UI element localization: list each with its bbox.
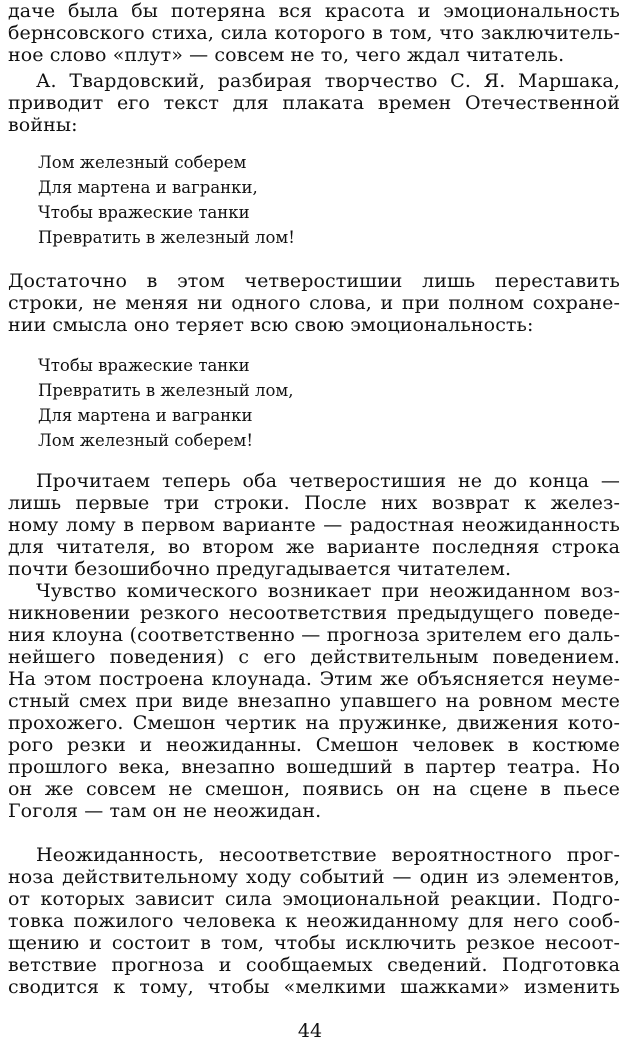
text-line: Неожиданность, несоответствие вероятностного прог- [36, 844, 620, 866]
page-number: 44 [297, 1020, 323, 1042]
poem-line: Чтобы вражеские танки [38, 356, 250, 375]
text-line: товка пожилого человека к неожиданному для него сооб- [8, 910, 620, 932]
text-line: прошлого века, внезапно вошедший в партер театра. Но [8, 756, 620, 778]
text-line: А. Твардовский, разбирая творчество С. Я. Маршака, [36, 70, 620, 92]
text-line: от которых зависит сила эмоциональной реакции. Подго- [8, 888, 620, 910]
text-line: Гоголя — там он не неожидан. [8, 800, 322, 822]
text-line: щению и состоит в том, чтобы исключить резкое несоот- [8, 932, 620, 954]
paragraph-2 [8, 70, 620, 136]
text-line: даче была бы потеряна вся красота и эмоциональность [8, 0, 620, 22]
poem-quote-2 [38, 353, 458, 453]
text-line: Прочитаем теперь оба четверостишия не до конца — [36, 470, 620, 492]
text-line: ному лому в первом варианте — радостная неожиданность [8, 514, 620, 536]
text-line: никновении резкого несоответствия предыдущего поведе- [8, 602, 620, 624]
poem-line: Превратить в железный лом! [38, 228, 295, 247]
text-line: Достаточно в этом четверостишии лишь переставить [8, 270, 620, 292]
poem-quote-1 [38, 150, 458, 250]
text-line: прохожего. Смешон чертик на пружинке, движения кото- [8, 712, 620, 734]
poem-line: Превратить в железный лом, [38, 381, 294, 400]
text-line: сводится к тому, чтобы «мелкими шажками» изменить [8, 976, 620, 998]
text-line: На этом построена клоунада. Этим же объясняется неуме- [8, 668, 620, 690]
text-line: приводит его текст для плаката времен Отечественной [8, 92, 620, 114]
poem-line: Лом железный соберем! [38, 431, 254, 450]
poem-line: Лом железный соберем [38, 153, 247, 172]
poem-line: Для мартена и вагранки, [38, 178, 258, 197]
paragraph-5 [8, 580, 620, 822]
text-line: нии смысла оно теряет всю свою эмоциональность: [8, 314, 534, 336]
text-line: стный смех при виде внезапно упавшего на ровном месте [8, 690, 620, 712]
text-line: для читателя, во втором же варианте последняя строка [8, 536, 620, 558]
text-line: войны: [8, 114, 78, 136]
text-line: ния клоуна (соответственно — прогноза зрителем его даль- [8, 624, 620, 646]
text-line: бернсовского стиха, сила которого в том, что заключитель- [8, 22, 620, 44]
text-line: ное слово «плут» — совсем не то, чего ждал читатель. [8, 44, 565, 66]
text-line: строки, не меняя ни одного слова, и при полном сохране- [8, 292, 620, 314]
poem-line: Для мартена и вагранки [38, 406, 253, 425]
paragraph-3 [8, 270, 620, 336]
text-line: рого резки и неожиданны. Смешон человек в костюме [8, 734, 620, 756]
text-line: нейшего поведения) с его действительным поведением. [8, 646, 620, 668]
text-line: лишь первые три строки. После них возврат к желез- [8, 492, 620, 514]
poem-line: Чтобы вражеские танки [38, 203, 250, 222]
text-line: Чувство комического возникает при неожиданном воз- [36, 580, 620, 602]
paragraph-1 [8, 0, 620, 66]
paragraph-6 [8, 844, 620, 998]
text-line: почти безошибочно предугадывается читателем. [8, 558, 512, 580]
text-line: ноза действительному ходу событий — один из элементов, [8, 866, 620, 888]
paragraph-4 [8, 470, 620, 580]
text-line: ветствие прогноза и сообщаемых сведений. Подготовка [8, 954, 620, 976]
text-line: он же совсем не смешон, появись он на сцене в пьесе [8, 778, 620, 800]
